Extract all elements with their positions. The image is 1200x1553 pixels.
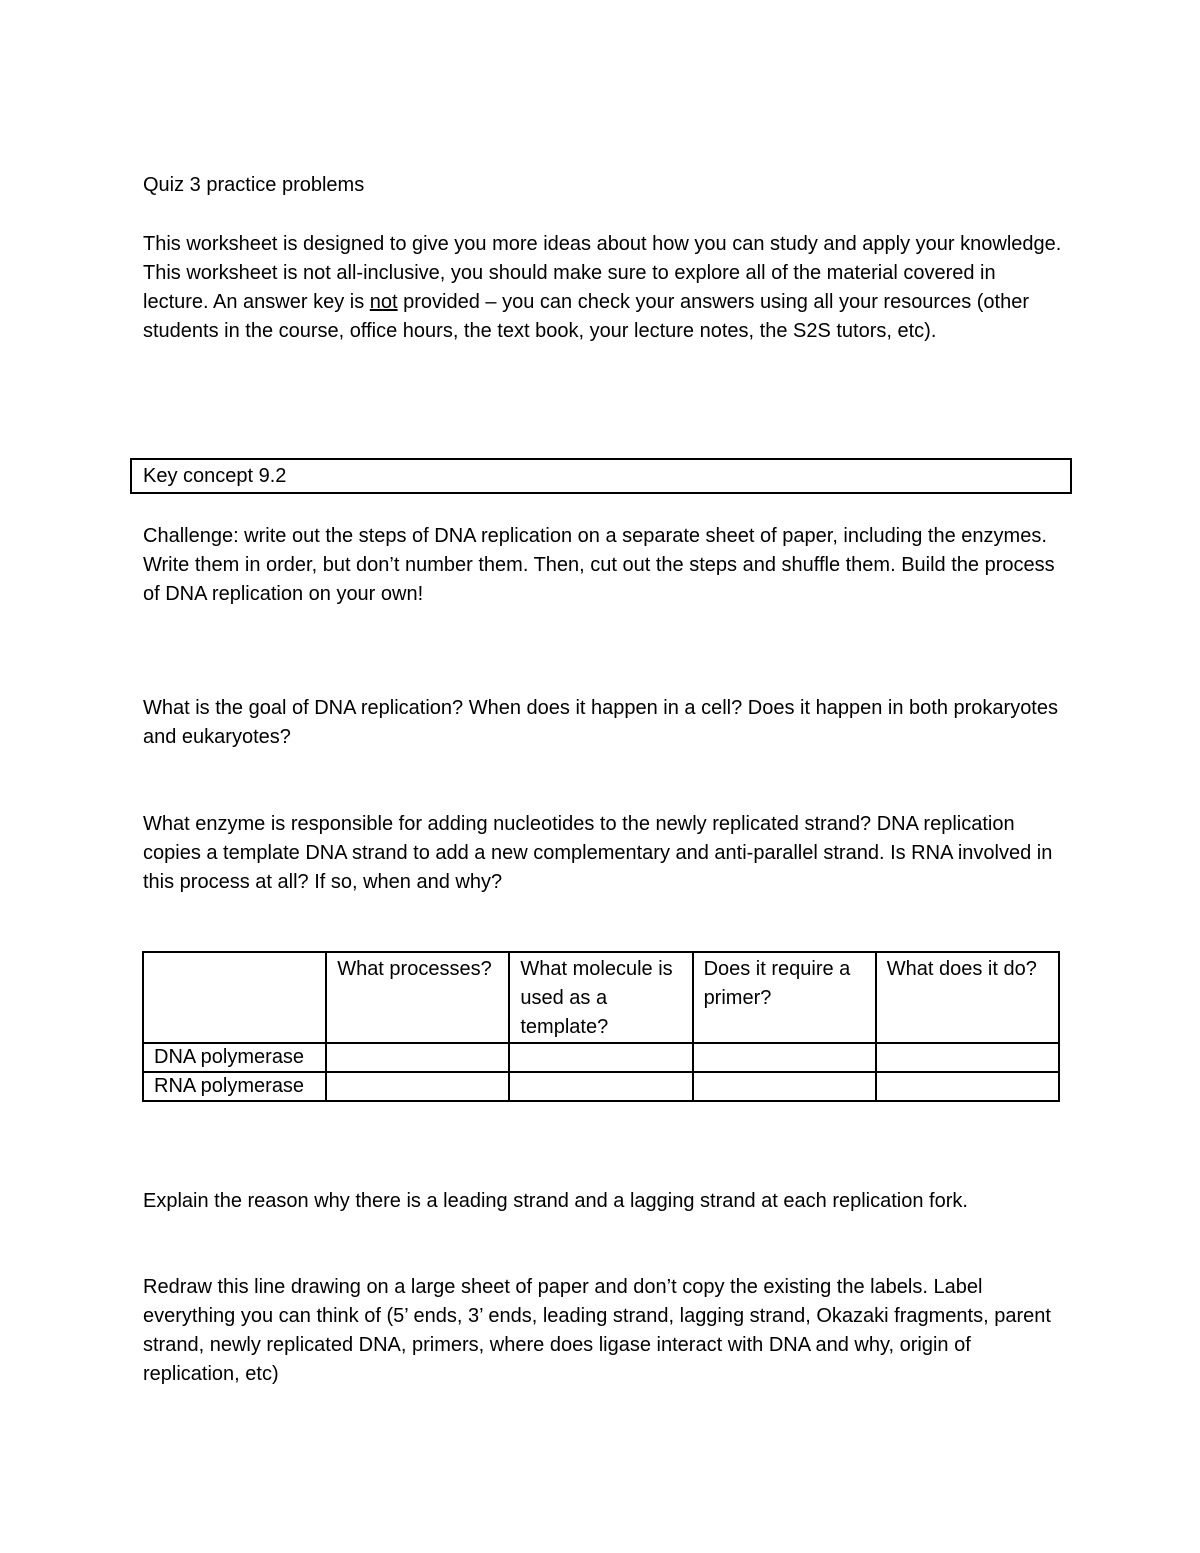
row-label-rna-polymerase: RNA polymerase	[143, 1072, 326, 1101]
table-row	[143, 1072, 1059, 1101]
key-concept-box	[130, 458, 1072, 494]
table-cell[interactable]	[693, 1072, 876, 1101]
table-header-cell: What does it do?	[876, 952, 1059, 1043]
table-header-cell	[143, 952, 326, 1043]
intro-text-part2: provided – you can check your answers using all your resources (other students in the course, office hours, the text book, your lecture notes, the S2S tutors, etc).	[143, 291, 1030, 342]
table-header-cell: What processes?	[326, 952, 509, 1043]
row-label-dna-polymerase: DNA polymerase	[143, 1043, 326, 1072]
table-row	[143, 1043, 1059, 1072]
explain-question: Explain the reason why there is a leading strand and a lagging strand at each replication fork.	[143, 1190, 968, 1212]
intro-paragraph	[143, 230, 1063, 346]
table-cell[interactable]	[509, 1043, 692, 1072]
key-concept-label: Key concept 9.2	[143, 465, 287, 487]
table-cell[interactable]	[326, 1043, 509, 1072]
table-header-cell: Does it require a primer?	[693, 952, 876, 1043]
table-header-cell: What molecule is used as a template?	[509, 952, 692, 1043]
enzyme-question: What enzyme is responsible for adding nucleotides to the newly replicated strand? DNA replication copies a template DNA strand to add a new complementary and anti-parallel strand. Is RNA involved in this process at all? If so, when and why?	[143, 813, 1053, 893]
table-cell[interactable]	[876, 1043, 1059, 1072]
redraw-question: Redraw this line drawing on a large sheet of paper and don’t copy the existing the labels. Label everything you can think of (5’ ends, 3’ ends, leading strand, lagging strand, Okazaki fragments, parent strand, newly replicated DNA, primers, where does ligase interact with DNA and why, origin of replication, etc)	[143, 1276, 1051, 1385]
table-cell[interactable]	[876, 1072, 1059, 1101]
challenge-paragraph: Challenge: write out the steps of DNA replication on a separate sheet of paper, including the enzymes. Write them in order, but don’t number them. Then, cut out the steps and shuffle them. Build the process of DNA replication on your own!	[143, 525, 1055, 605]
table-cell[interactable]	[509, 1072, 692, 1101]
table-cell[interactable]	[693, 1043, 876, 1072]
page-title: Quiz 3 practice problems	[143, 174, 365, 196]
intro-underlined-word: not	[369, 291, 398, 313]
polymerase-table	[142, 951, 1060, 1102]
table-header-row	[143, 952, 1059, 1043]
intro-text-part1: This worksheet is designed to give you more ideas about how you can study and apply your knowledge. This worksheet is not all-inclusive, you should make sure to explore all of the material covered in lecture. An answer key is	[143, 233, 1062, 313]
goal-question: What is the goal of DNA replication? When does it happen in a cell? Does it happen in both prokaryotes and eukaryotes?	[143, 697, 1058, 748]
table-cell[interactable]	[326, 1072, 509, 1101]
